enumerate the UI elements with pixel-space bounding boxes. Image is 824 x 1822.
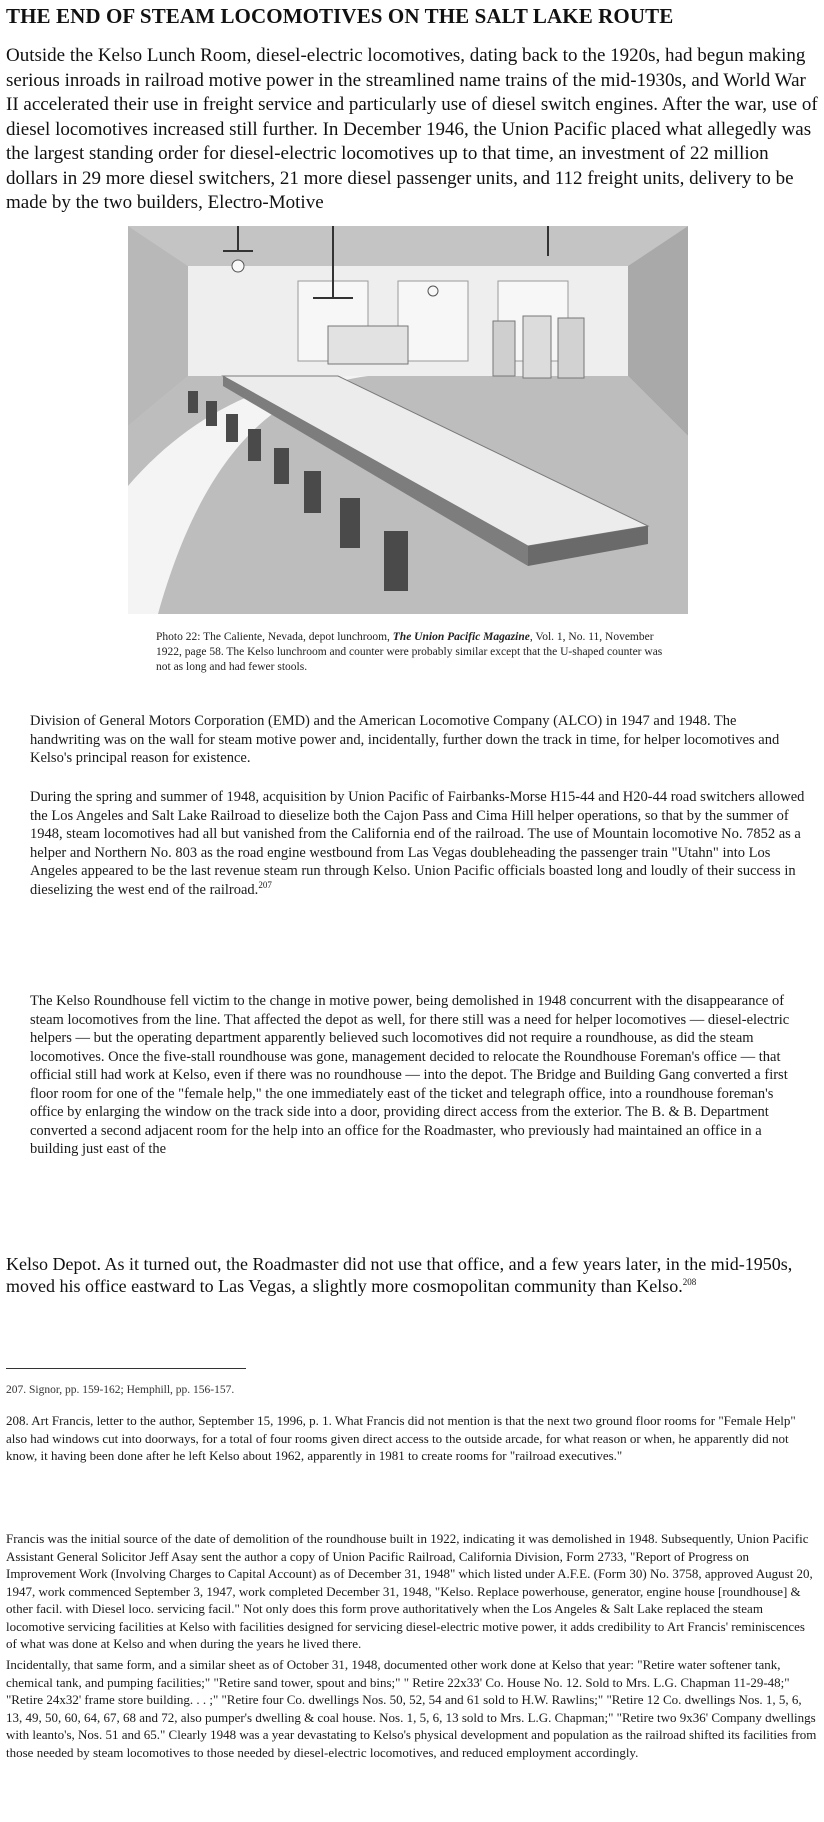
paragraph-emd-alco: Division of General Motors Corporation (EMD) and the American Locomotive Company (ALCO) in 1947 and 1948. The handwriting was on the wall for steam motive power and, incidentally, further down the track in time, for helper locomotives and Kelso's principal reason for existence. <box>30 713 780 766</box>
footnote-208-continued-1: Francis was the initial source of the date of demolition of the roundhouse built in 1922, indicating it was demolished in 1948. Subsequently, Union Pacific Assistant General Solicitor Jeff Asay sent the author a copy of Union Pacific Railroad, California Division, Form 2733, "Report of Progress on Improvement Work (Involving Charges to Capital Account) as of December 31, 1948" which listed under A.F.E. (Form 30) No. 3758, approved August 20, 1947, work commenced September 3, 1947, work completed December 31, 1948, "Kelso. Replace powerhouse, generator, engine house [roundhouse] & other facil. with Diesel loco. servicing facil." Not only does this form prove authoritatively when the Los Angeles & Salt Lake replaced the steam locomotive servicing facilities at Kelso with facilities designed for servicing diesel-electric motive power, it adds credibility to Art Francis' reminiscences of what was done at Kelso and when during the years he lived there. <box>6 1531 813 1651</box>
footnote-208: 208. Art Francis, letter to the author, September 15, 1996, p. 1. What Francis did not mention is that the next two ground floor rooms for "Female Help" also had windows cut into doorways, for a total of four rooms given direct access to the outside arcade, for what reason or when, he apparently did not know, it having been done after he left Kelso about 1962, apparently in 1981 to create rooms for "railroad executives." <box>6 1413 796 1463</box>
page-title: THE END OF STEAM LOCOMOTIVES ON THE SALT LAKE ROUTE <box>6 4 674 28</box>
footnote-ref-207[interactable]: 207 <box>258 879 272 890</box>
caption-prefix: Photo 22: The Caliente, Nevada, depot lunchroom, <box>156 631 393 643</box>
paragraph-kelso-depot <box>6 1253 818 1297</box>
caption-source: The Union Pacific Magazine <box>392 631 530 643</box>
paragraph-kelso-depot-text: Kelso Depot. As it turned out, the Roadmaster did not use that office, and a few years later, in the mid-1950s, moved his office eastward to Las Vegas, a slightly more cosmopolitan community than Kelso. <box>6 1254 793 1296</box>
lead-paragraph: Outside the Kelso Lunch Room, diesel-electric locomotives, dating back to the 1920s, had begun making serious inroads in railroad motive power in the streamlined name trains of the mid-1930s, and World War II accelerated their use in freight service and particularly use of diesel switch engines. After the war, use of diesel locomotives increased still further. In December 1946, the Union Pacific placed what allegedly was the largest standing order for diesel-electric locomotives up to that time, an investment of 22 million dollars in 29 more diesel switchers, 21 more diesel passenger units, and 112 freight units, delivery to be made by the two builders, Electro-Motive <box>6 45 818 213</box>
footnote-divider <box>6 1368 246 1369</box>
photo-caption <box>156 630 676 675</box>
paragraph-dieselization-text: During the spring and summer of 1948, acquisition by Union Pacific of Fairbanks-Morse H15-44 and H20-44 road switchers allowed the Los Angeles and Salt Lake Railroad to dieselize both the Cajon Pass and Cima Hill helper operations, so that by the summer of 1948, steam locomotives had all but vanished from the California end of the railroad. The use of Mountain locomotive No. 7852 as a helper and Northern No. 803 as the road engine westbound from Las Vegas doubleheading the passenger train "Utahn" into Los Angeles appeared to be the last revenue steam run through Kelso. Union Pacific officials boasted long and loudly of their success in dieselizing the west end of the railroad. <box>30 789 805 898</box>
paragraph-dieselization <box>30 788 810 899</box>
footnote-207: 207. Signor, pp. 159-162; Hemphill, pp. 156-157. <box>6 1384 235 1396</box>
paragraph-roundhouse: The Kelso Roundhouse fell victim to the change in motive power, being demolished in 1948 concurrent with the disappearance of steam locomotives from the line. That affected the depot as well, for there still was a need for helper locomotives — diesel-electric helpers — but the operating department apparently believed such locomotives did not require a roundhouse, as did the steam locomotives. Once the five-stall roundhouse was gone, management decided to relocate the Roundhouse Foreman's office — that official still had work at Kelso, even if there was no roundhouse — into the depot. The Bridge and Building Gang converted a first floor room for one of the "female help," the one immediately east of the ticket and telegraph office, into a roundhouse foreman's office by enlarging the window on the track side into a door, providing direct access from the exterior. The B. & B. Department converted a second adjacent room for the help into an office for the Roadmaster, who previously had maintained an office in a building just east of the <box>30 993 790 1157</box>
footnote-ref-208[interactable]: 208 <box>682 1277 697 1287</box>
caption-suffix: , Vol. 1, No. 11, November 1922, page 58. The Kelso lunchroom and counter were probably similar except that the U-shaped counter was not as long and had fewer stools. <box>156 631 663 673</box>
lunchroom-photo-illustration <box>128 226 688 614</box>
lunchroom-photo <box>128 226 688 614</box>
footnote-208-continued-2: Incidentally, that same form, and a similar sheet as of October 31, 1948, documented other work done at Kelso that year: "Retire water softener tank, chemical tank, and pumping facilities;" "Retire sand tower, spout and bins;" " Retire 22x33' Co. House No. 12. Sold to Mrs. L.G. Chapman 11-29-48;" "Retire 24x32' frame store building. . . ;" "Retire four Co. dwellings Nos. 50, 52, 54 and 61 sold to H.W. Rawlins;" "Retire 12 Co. dwellings Nos. 1, 5, 6, 13, 49, 50, 60, 64, 67, 68 and 72, also pumper's dwelling & coal house. Nos. 1, 5, 6, 13 sold to Mrs. L.G. Chapman;" "Retire two 9x36' Company dwellings with leanto's, Nos. 51 and 65." Clearly 1948 was a year devastating to Kelso's physical development and population as the railroad shifted its facilities from those needed by steam locomotives to those needed by diesel-electric locomotives, and reduced employment accordingly. <box>6 1657 817 1760</box>
